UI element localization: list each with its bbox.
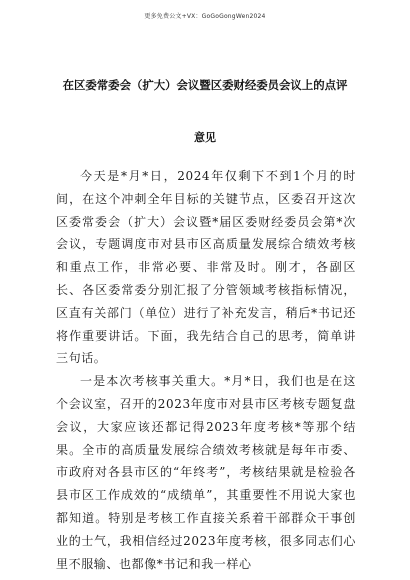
- document-title: 在区委常委会（扩大）会议暨区委财经委员会议上的点评: [62, 78, 348, 92]
- body-paragraph: 一是本次考核事关重大。*月*日，我们也是在这个会议室，召开的2023年度市对县市区考核专题复盘会议，大家应该还都记得2023年度考核*等那个结果。全市的高质量发展综合绩效考核就是每年市委、市政府对各县市区的“年终考”，考核结果就是检验各县市区工作成效的“成绩单”，其重要性不用说大家也都知道。特别是考核工作直接关系着干部群众干事创业的士气，我相信经过2023年度考核，很多同志们心里不服输、也都像*书记和我一样心: [56, 374, 356, 571]
- header-note: 更多免费公文+VX：GoGoGongWen2024: [144, 13, 266, 20]
- document-body: [56, 165, 356, 575]
- document-subtitle: 意见: [194, 131, 216, 144]
- body-paragraph: 今天是*月*日，2024年仅剩下不到1个月的时间，在这个冲刺全年目标的关键节点，区委召开这次区委常委会（扩大）会议暨*届区委财经委员会第*次会议，专题调度市对县市区高质量发展综合绩效考核和重点工作，非常必要、非常及时。刚才，各副区长、各区委常委分别汇报了分管领域考核指标情况，区直有关部门（单位）进行了补充发言，稍后*书记还将作重要讲话。下面，我先结合自己的思考，简单讲三句话。: [56, 169, 356, 366]
